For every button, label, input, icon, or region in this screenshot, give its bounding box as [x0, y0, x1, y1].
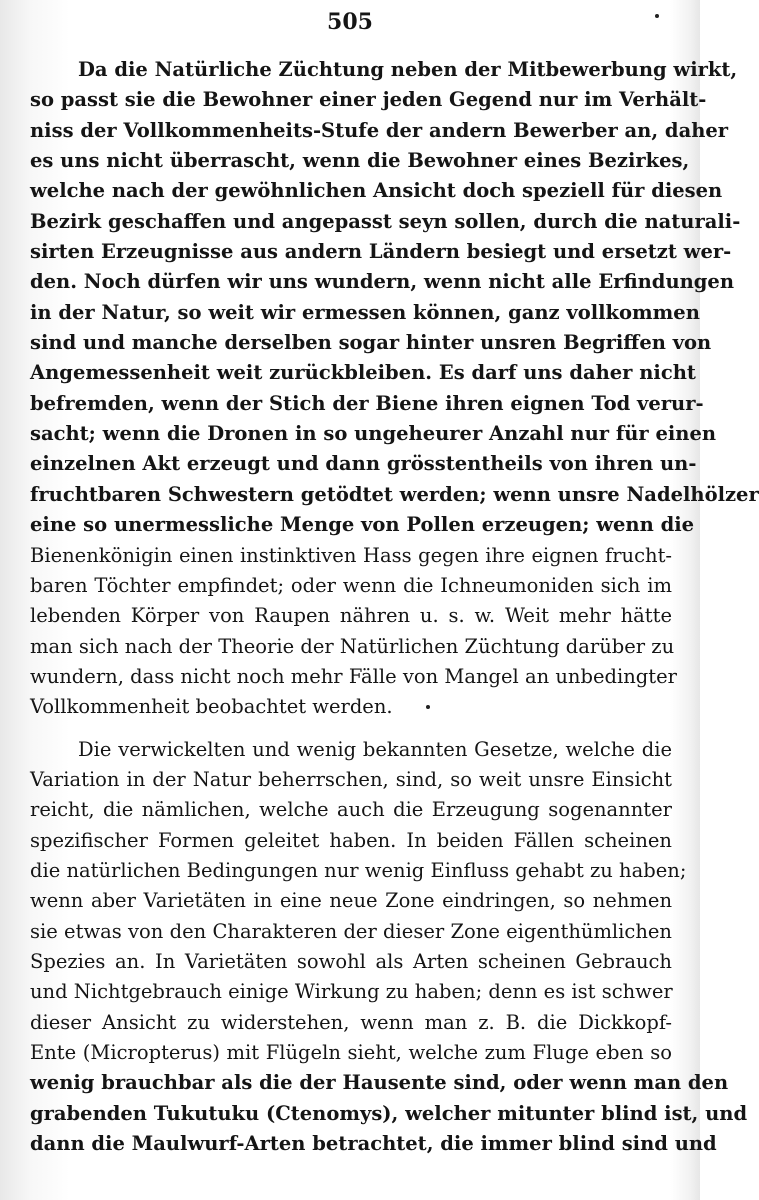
text-line: Ente (Micropterus) mit Flügeln sieht, welche zum Fluge eben so: [30, 1041, 672, 1064]
text-line: Spezies an. In Varietäten sowohl als Arten scheinen Gebrauch: [30, 949, 672, 973]
text-line: befremden, wenn der Stich der Biene ihren eignen Tod verur-: [30, 391, 704, 415]
text-line: wundern, dass nicht noch mehr Fälle von Mangel an unbedingter: [30, 664, 677, 688]
text-line: in der Natur, so weit wir ermessen können, ganz vollkommen: [30, 300, 700, 324]
paragraph-2: [30, 735, 748, 1160]
text-line: dann die Maulwurf-Arten betrachtet, die immer blind sind und: [30, 1132, 717, 1156]
text-line: Vollkommenheit beobachtet werden.: [30, 695, 393, 719]
text-line: welche nach der gewöhnlichen Ansicht doch speziell für diesen: [30, 179, 723, 203]
text-line: sacht; wenn die Dronen in so ungeheurer Anzahl nur für einen: [30, 422, 717, 446]
body-text: [30, 55, 759, 1159]
text-line: man sich nach der Theorie der Natürlichen Züchtung darüber zu: [30, 634, 675, 658]
text-line: so passt sie die Bewohner einer jeden Gegend nur im Verhält-: [30, 88, 707, 112]
text-line: baren Töchter empfindet; oder wenn die Ichneumoniden sich im: [30, 573, 672, 597]
text-line: den. Noch dürfen wir uns wundern, wenn nicht alle Erfindungen: [30, 270, 735, 294]
paragraph-gap: [30, 723, 672, 735]
text-line: fruchtbaren Schwestern getödtet werden; wenn unsre Nadelhölzer: [30, 482, 759, 506]
text-line: einzelnen Akt erzeugt und dann grösstentheils von ihren un-: [30, 452, 697, 476]
text-line: Bienenkönigin einen instinktiven Hass gegen ihre eignen frucht-: [30, 543, 672, 567]
text-line: wenn aber Varietäten in eine neue Zone eindringen, so nehmen: [30, 889, 672, 913]
text-line: es uns nicht überrascht, wenn die Bewohner eines Bezirkes,: [30, 149, 690, 173]
print-speck: [655, 14, 659, 18]
text-line: Angemessenheit weit zurückbleiben. Es darf uns daher nicht: [30, 361, 696, 385]
text-line: grabenden Tukutuku (Ctenomys), welcher mitunter blind ist, und: [30, 1101, 748, 1125]
page-number: 505: [327, 9, 373, 35]
text-line: sie etwas von den Charakteren der dieser Zone eigenthümlichen: [30, 919, 672, 943]
text-line: dieser Ansicht zu widerstehen, wenn man z. B. die Dickkopf-: [30, 1010, 672, 1034]
print-speck: [426, 705, 430, 709]
text-line: sind und manche derselben sogar hinter unsren Begriffen von: [30, 331, 712, 355]
text-line: niss der Vollkommenheits-Stufe der andern Bewerber an, daher: [30, 118, 729, 142]
paragraph-1: [30, 55, 759, 723]
text-line: Variation in der Natur beherrschen, sind, so weit unsre Einsicht: [30, 767, 672, 791]
text-line: reicht, die nämlichen, welche auch die Erzeugung sogenannter: [30, 798, 672, 822]
text-line: spezifischer Formen geleitet haben. In beiden Fällen scheinen: [30, 828, 672, 852]
text-line: Da die Natürliche Züchtung neben der Mitbewerbung wirkt,: [78, 58, 738, 81]
text-line: lebenden Körper von Raupen nähren u. s. w. Weit mehr hätte: [30, 604, 672, 628]
text-line: und Nichtgebrauch einige Wirkung zu haben; denn es ist schwer: [30, 980, 673, 1004]
text-line: wenig brauchbar als die der Hausente sind, oder wenn man den: [30, 1071, 729, 1095]
text-line: sirten Erzeugnisse aus andern Ländern besiegt und ersetzt wer-: [30, 240, 732, 264]
text-line: die natürlichen Bedingungen nur wenig Einfluss gehabt zu haben;: [30, 858, 687, 882]
text-line: Bezirk geschaffen und angepasst seyn sollen, durch die naturali-: [30, 209, 741, 233]
text-line: eine so unermessliche Menge von Pollen erzeugen; wenn die: [30, 513, 695, 537]
text-line: Die verwickelten und wenig bekannten Gesetze, welche die: [78, 737, 672, 761]
